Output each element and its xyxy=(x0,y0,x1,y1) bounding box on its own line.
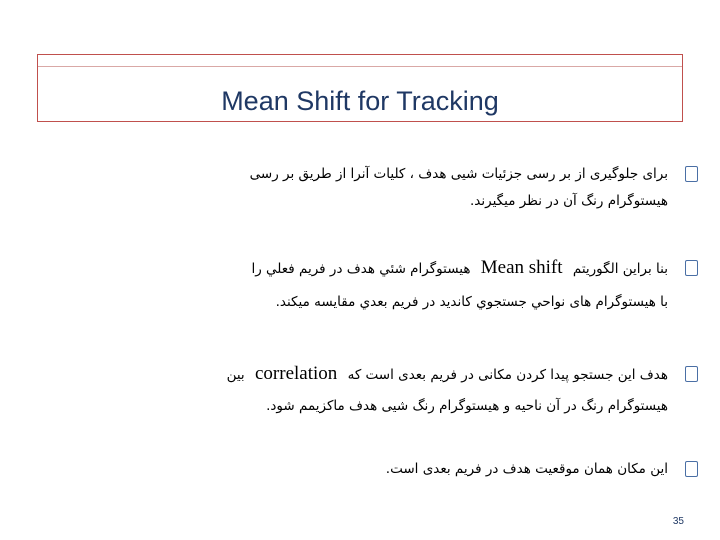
bullet-2-text-end: هیستوگرام شئي هدف در فریم فعلي را xyxy=(251,261,471,277)
bullet-4-line-1: این مکان همان موقعیت هدف در فریم بعدی است. xyxy=(385,461,668,477)
square-bullet-icon xyxy=(685,166,698,182)
bullet-3-line-1 xyxy=(227,364,668,385)
bullet-item-1 xyxy=(40,164,692,214)
bullet-item-2 xyxy=(40,258,692,318)
bullet-1-line-1: برای جلوگیری از بر رسی جزئیات شیی هدف ، کلیات آنرا از طریق بر رسی xyxy=(249,166,668,182)
bullet-item-3 xyxy=(40,364,692,424)
title-frame-rule xyxy=(38,66,682,67)
bullet-3-line-2: هیستوگرام رنگ در آن ناحیه و هیستوگرام رنگ شیی هدف ماکزیمم شود. xyxy=(266,398,668,414)
bullet-1-line-2: هیستوگرام رنگ آن در نظر میگیرند. xyxy=(470,193,668,209)
slide-title: Mean Shift for Tracking xyxy=(221,86,499,116)
bullet-3-term: correlation xyxy=(254,363,338,384)
square-bullet-icon xyxy=(685,461,698,477)
bullet-2-line-2: با هیستوگرام های نواحي جستجوي کاندید در فریم بعدي مقایسه میکند. xyxy=(275,294,668,310)
page-number: 35 xyxy=(672,516,684,527)
bullet-3-text-start: هدف این جستجو پیدا کردن مکانی در فریم بعدی است که xyxy=(347,367,668,383)
title-frame xyxy=(37,54,683,122)
square-bullet-icon xyxy=(685,260,698,276)
bullet-2-term: Mean shift xyxy=(480,257,563,278)
bullet-3-text-end: بین xyxy=(226,367,245,383)
bullet-item-4 xyxy=(40,459,692,483)
bullet-2-line-1 xyxy=(251,258,668,279)
bullet-2-text-start: بنا براین الگوریتم xyxy=(572,261,668,277)
square-bullet-icon xyxy=(685,366,698,382)
